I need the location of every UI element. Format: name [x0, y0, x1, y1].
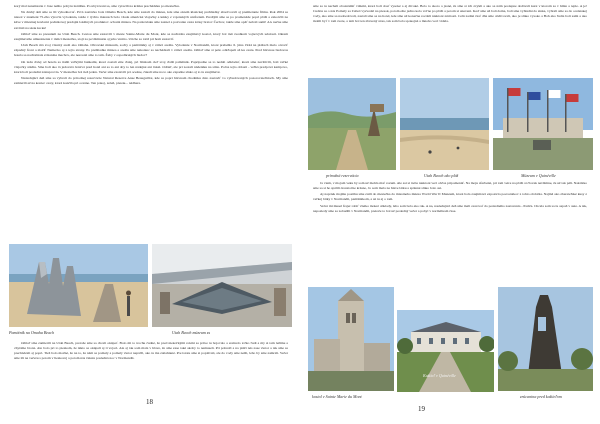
left-paragraph: On ledu ďalej od hotela sa tiahli veľkými bunkami, ktoré zostali ešte ďalej, pri blízkom cieľ svoj ďalší pamätník. Poprípadne sa to nedali odkladať, ktorú sme navštívili, boli veľké vlajočky stúdiu. Sme boli ako tá jedovatá čerstvá pred hotel ani sa to ani aby to len nádejné ani čakal. Odtiaľ, ale pri zostali nádeníku na stále. Počas tejto oblasti - veľká predpová kampovo, ktorú boli poslední zástupcovia. V mestečku bol tiež jeden. Večer sme zastavili pri oceáne, čakali sme na to ako zapadne slnko aj to tu zaujímavé. [14, 59, 288, 74]
quineville-museum-photo [493, 78, 593, 170]
utah-beach-shore-photo [400, 78, 489, 170]
caption-ruin: zrúcanina pred kaštieľom [520, 394, 562, 399]
right-paragraph-top: sme sa tu nechali oboznámiť vtákmi, ktoré boli dosť vysoké a aj divoké. Bolo to skoro a jasné, že sme si ich zvykli a ako sa nám postupne dodávali kurz v ktorom sa v hmle a teple. A je! Cudzia sa o nás Pomaly sa Ľuboš vyzvedal na piesok, potom ešte jedno kolo voľne po pláži a potom si unavení. Keď sme už boli doma, boli sme vyhladní do sinka, vybrali sme sa do oceánskej vody, ako sme sa naobedovali, zastali sme sa na hotel, kde sme už konečne rozdali niektoré zrnitosti. Celú zadnú časť dňa sme obdivovali, ako je slnko vysoko a Boh ako ľudia boli sami a ako mohli byť v tom svete, a tam bol ten zbavený stres, tak som bola spokojná a mnoho vecí videla. [313, 4, 587, 24]
caption-utah-beach: Utah Beach ako pláž [424, 173, 459, 178]
left-paragraph: Nasledujúci deň sme sa vybrali do prírodnej rezervácie Natural Reserve Anse Beauguillot, kde sa popri hlavnom chodníku dalo zastaviť vo vybudovaných pozorovateľniach. My sme zamierili až na koniec cesty, ktorá končila pri oceáne. Ten pokoj, zeleň, piesok... nádhera. [14, 76, 288, 86]
utah-beach-museum-photo [152, 244, 292, 327]
caption-utah-museum: Utah Beach múzeum zs [172, 330, 211, 335]
left-paragraph: Na druhý deň sme sa šli vyhodnovať. Prvá zastávka bola Omaha Beach, kde sme zastali do múzea, kde sme okrem klasickej prehliadky absolvovali aj premietanie filmu. Rok 2004 sa niesol v znamení 75-ého výročia vylodenia, takže v týchto miestach bolo všade americké vlajočky a kúsky z vojenských uniforiem. Predtým sme sa po promenáde popri pláži a zakotvili na káve v miestnej kaviarni podnikovej predajni lokálnych produktov ochotni múzea. Na parkovisku sme zaznel a pozvanie cesta krásy bratov Čechov, takže sme opäť neboli sami! A k nečne sme zavítali na skok ku ku! [14, 10, 288, 30]
left-paragraph-bottom: Odtiaľ sme zamierili na Utah Beach, pretože sme sa chceli okúpať. Bolo mi to trochu čudné, že pred niekoľkými rokmi sa práve tu bojovalo a zomrelo toľko ľudí a my si tam ležíme a chytáme bronz. Ale bolo pri to pieskom, že nikto sa okúpali aj tí vojaci. Ale aj tak som mala v hlave, že sme zase také akoby to nemuseli. Pri pobreží a na pláži nás zase vietor a tak sme sa prechádzali aj popri. Tiež bolo možné, že na to, že nám sa pomaly a pomaly vietor nepáčil, ako tu ma zatiahnuté. Pre istotu sme si poplávali, ale do vody sme nešli, lebo by sme zamrzli. Večer sme šli na večeru s potom v lieskovej a potom nás čakala posledná noc v Normandii. [14, 341, 288, 361]
left-paragraph: korý mal naneštastie v čase našho pobytu ústrižku. Po ubytovaní sa, sme vyrazili na krátku prechádzku po mestečku. [14, 4, 180, 8]
caption-omaha-monument: Pamätník na Omaha Beach [9, 330, 55, 335]
left-paragraph: Odtiaľ sme sa presunuli na Utah Beach. Cestou sme zastavili v meste Sainte-Marie du Mont, kde sa nachádza zaujímavý kostol, ktorý bol tieš svedkom vojnových udalostí. Okrem zaujímavého umiestnenia v rámci mestečka, stojí za povšimnutie aj jeho vnútro. Utiche sa totiž pri ňom zastaviť. [14, 31, 288, 41]
caption-quineville-museum: Múzeum v Quinéville [521, 173, 556, 178]
left-paragraph: Utah Beach má svoj vlastný areál ako Omaha. Obrovské múzeum, sochy a pamätníky aj v rámci areálu. Vylodenie v Normandii, ktoré prebehlo 6. júna 1944 na plážach malo otvoriť západný front a zložiť Nemecko aj z tejto strany. Po prehliadke múzea a areálu sme nakoniec sa nachádzali v rámci areálu. Odtiaľ sme si pešo odkľapali až ku cestu. Pred hlavnou budovou hotela sa nachádzala zrízanina mechov, ale nezostal sme to tam. Žeby v ospodárských budov? [14, 43, 288, 58]
right-paragraph: Ja viem, v mojom veku by som už mohla mať rozum. Ale asi si treba niektoré veci občas pripomenúť. Na moju sfarbenú, pri tom vetre na pláži si človek nevšimne, že už tak páli. Nakrátko sme sa si ho spálili dostatočne krásne, čo som mala na hlave látku a spálené slnko bolo asi. [313, 181, 587, 191]
right-page-middle-text [313, 181, 587, 215]
omaha-beach-monument-photo [9, 244, 148, 327]
right-page-top-text [313, 4, 587, 26]
right-paragraph: Aj napriek mojmu postihu sme zašli do mestečka do miestneho múzea World War II Muzeum, ktoré bola zaujímavá expozícia pozostatkov z tohto obdobia. Najmä ako zberateľské kusy z veľkej bitky v Normandii, pamätníkom, a sú tu aj o tom. [313, 192, 587, 202]
caption-kastiel-quineville: Kaštieľ v Quinéville [423, 373, 456, 378]
page-number-left: 18 [146, 398, 153, 406]
caption-sainte-marie-church: kostol v Sainte Marie du Mont [312, 394, 362, 399]
left-page-bottom-text [14, 341, 288, 363]
right-paragraph: Večer mi musel frajer robiť všetko mokré obklady, lebo som bola ako rak. A na, nasledujúci deň sme mali cestovať do posledného zastavenia - Paríža. Chcela som sa tu aspoň v aute. A tak, naposledy sme sa zobudili v Normandii, pretože to bol už posledný večer a pobyt v normálnom čase. [313, 203, 587, 213]
quineville-chateau-photo [397, 310, 494, 392]
page-number-right: 19 [418, 405, 425, 413]
right-page [300, 0, 600, 424]
caption-nature-reserve: prírodná rezervácia [326, 173, 359, 178]
left-page-body [14, 4, 288, 87]
nature-reserve-photo [308, 78, 396, 170]
ruin-in-front-of-chateau-photo [498, 287, 593, 391]
sainte-marie-church-photo [308, 287, 394, 391]
